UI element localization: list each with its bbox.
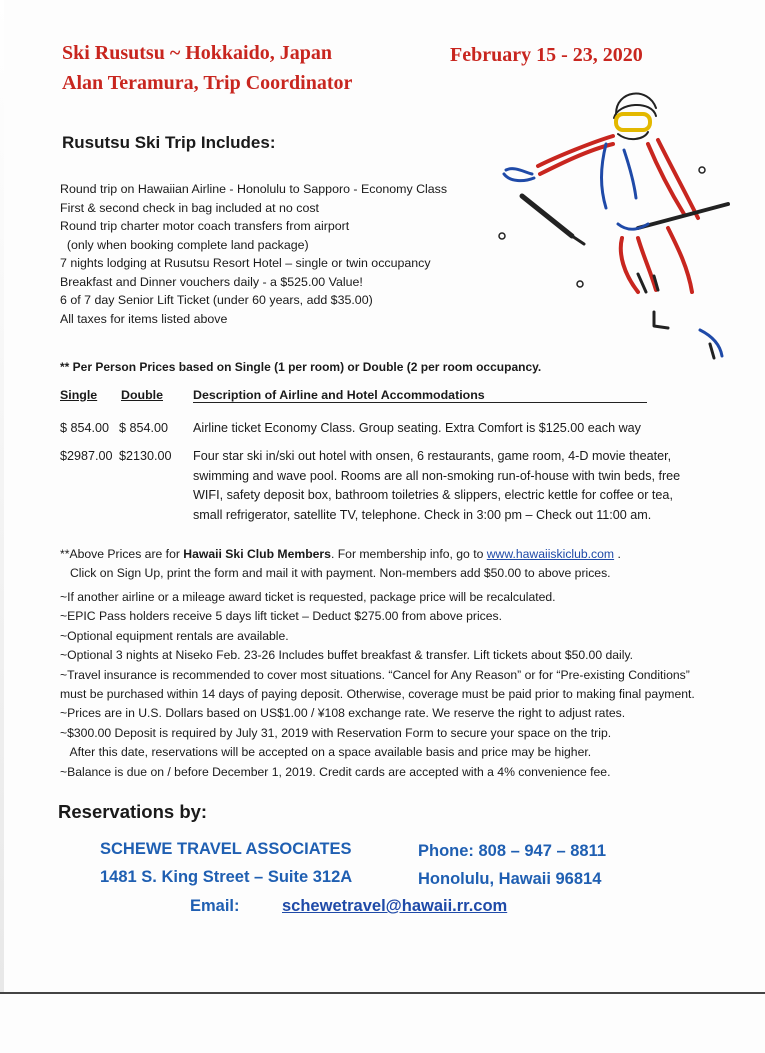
list-item: All taxes for items listed above xyxy=(60,311,228,326)
list-item: ~$300.00 Deposit is required by July 31, 2019 with Reservation Form to secure your space on the trip. xyxy=(60,725,612,740)
agency-name: SCHEWE TRAVEL ASSOCIATES xyxy=(100,840,352,858)
includes-heading: Rusutsu Ski Trip Includes: xyxy=(62,133,276,152)
page-bottom-divider xyxy=(0,992,765,994)
agency-phone: Phone: 808 – 947 – 8811 xyxy=(418,842,607,860)
list-item: ~Travel insurance is recommended to cover most situations. “Cancel for Any Reason” or for “Pre-existing Conditions” xyxy=(60,667,690,682)
row2-description: Four star ski in/ski out hotel with onsen, 6 restaurants, game room, 4-D movie theater, swimming and wave pool. Rooms are all non-smoking run-of-house with twin beds, free WIFI, safety deposit box, bathroom toiletries & slippers, electric kettle for coffee or tea, small refrigerator, satellite TV, telephone. Check in 3:00 pm – Check out 11:00 am. xyxy=(193,449,681,522)
header-description: Description of Airline and Hotel Accommodations xyxy=(193,388,647,403)
agency-address: 1481 S. King Street – Suite 312A xyxy=(100,868,353,886)
members-bold: Hawaii Ski Club Members xyxy=(183,547,331,561)
reservations-heading: Reservations by: xyxy=(58,801,208,822)
list-item: ~Optional 3 nights at Niseko Feb. 23-26 Includes buffet breakfast & transfer. Lift tickets about $50.00 daily. xyxy=(60,648,634,663)
row2-double: $2130.00 xyxy=(119,449,172,463)
row1-single: $ 854.00 xyxy=(60,421,110,435)
header-single: Single xyxy=(60,388,98,402)
list-item: (only when booking complete land package) xyxy=(60,237,309,252)
list-item: After this date, reservations will be accepted on a space available basis and price may be higher. xyxy=(60,745,592,760)
members-note-line2: Click on Sign Up, print the form and mail it with payment. Non-members add $50.00 to above prices. xyxy=(70,566,611,580)
row2-single: $2987.00 xyxy=(60,449,113,463)
list-item: ~Optional equipment rentals are available. xyxy=(60,628,289,643)
club-link[interactable]: www.hawaiiskiclub.com xyxy=(486,547,615,561)
list-item: Breakfast and Dinner vouchers daily - a $525.00 Value! xyxy=(60,274,363,289)
row1-description: Airline ticket Economy Class. Group seating. Extra Comfort is $125.00 each way xyxy=(193,421,641,435)
list-item: Round trip charter motor coach transfers from airport xyxy=(60,219,350,233)
list-item: First & second check in bag included at no cost xyxy=(60,200,319,215)
list-item: 7 nights lodging at Rusutsu Resort Hotel – single or twin occupancy xyxy=(60,256,431,270)
scan-edge xyxy=(0,0,4,992)
agency-city: Honolulu, Hawaii 96814 xyxy=(418,870,602,888)
list-item: Round trip on Hawaiian Airline - Honolulu to Sapporo - Economy Class xyxy=(60,182,448,196)
email-link[interactable]: schewetravel@hawaii.rr.com xyxy=(282,897,508,915)
row1-double: $ 854.00 xyxy=(119,421,169,435)
skier-illustration-icon xyxy=(488,78,738,368)
trip-title: Ski Rusutsu ~ Hokkaido, Japan xyxy=(62,42,332,64)
header-double: Double xyxy=(121,388,163,402)
list-item: must be purchased within 14 days of paying deposit. Otherwise, coverage must be paid prior to making final payment. xyxy=(60,687,695,702)
list-item: ~If another airline or a mileage award ticket is requested, package price will be recalculated. xyxy=(60,590,556,604)
includes-list xyxy=(60,180,447,328)
members-note: **Above Prices are for Hawaii Ski Club Members. For membership info, go to www.hawaiiskiclub.com . xyxy=(60,547,621,561)
notes-list xyxy=(60,588,695,782)
pricing-note: ** Per Person Prices based on Single (1 per room) or Double (2 per room occupancy. xyxy=(60,360,542,374)
list-item: ~Prices are in U.S. Dollars based on US$1.00 / ¥108 exchange rate. We reserve the right to adjust rates. xyxy=(60,706,626,721)
list-item: ~EPIC Pass holders receive 5 days lift ticket – Deduct $275.00 from above prices. xyxy=(60,609,503,624)
trip-coordinator: Alan Teramura, Trip Coordinator xyxy=(62,72,353,94)
email-label: Email: xyxy=(190,897,240,915)
trip-dates: February 15 - 23, 2020 xyxy=(450,44,643,66)
list-item: 6 of 7 day Senior Lift Ticket (under 60 years, add $35.00) xyxy=(60,293,373,307)
list-item: ~Balance is due on / before December 1, 2019. Credit cards are accepted with a 4% convenience fee. xyxy=(60,764,611,779)
